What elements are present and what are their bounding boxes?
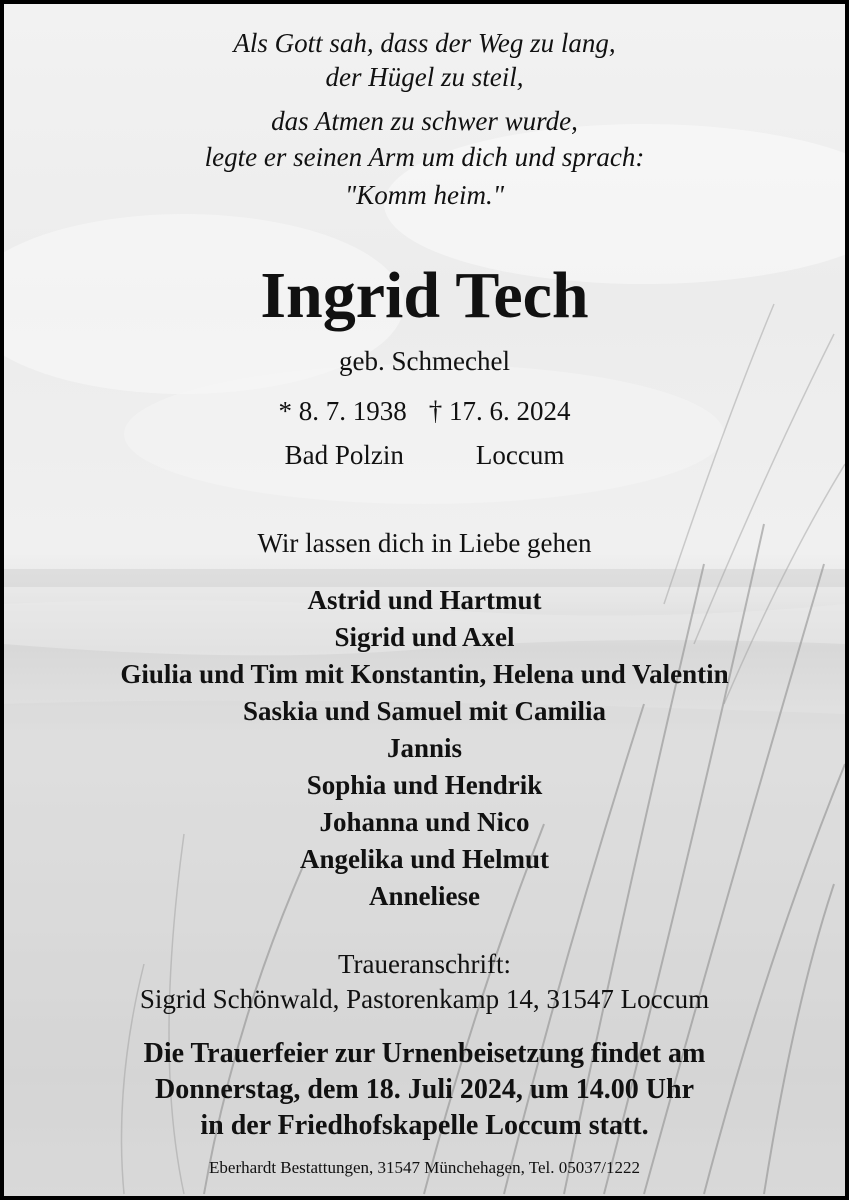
- ceremony-line: Donnerstag, dem 18. Juli 2024, um 14.00 Uhr: [154, 1074, 694, 1105]
- mourner-name: Johanna und Nico: [319, 807, 530, 837]
- life-places: [4, 440, 845, 471]
- mourner-name: Anneliese: [369, 881, 480, 911]
- ceremony-line: Die Trauerfeier zur Urnenbeisetzung findet am: [143, 1038, 706, 1069]
- mourner-name: Angelika und Helmut: [299, 844, 550, 874]
- poem-line: der Hügel zu steil,: [325, 62, 524, 92]
- undertaker-info: Eberhardt Bestattungen, 31547 Münchehagen, Tel. 05037/1222: [209, 1158, 640, 1177]
- mourner-name: Sophia und Hendrik: [306, 770, 543, 800]
- mourner-name: Giulia und Tim mit Konstantin, Helena und Valentin: [120, 659, 729, 689]
- death-place: Loccum: [475, 440, 565, 470]
- deceased-name: Ingrid Tech: [260, 259, 589, 332]
- poem-line: das Atmen zu schwer wurde,: [271, 106, 578, 136]
- poem-line: "Komm heim.": [344, 180, 505, 210]
- birth-name: geb. Schmechel: [339, 346, 510, 376]
- poem-line: legte er seinen Arm um dich und sprach:: [204, 142, 645, 172]
- birth-place: Bad Polzin: [284, 440, 404, 470]
- mourner-name: Sigrid und Axel: [334, 622, 515, 652]
- death-date: † 17. 6. 2024: [428, 396, 571, 426]
- farewell-text: Wir lassen dich in Liebe gehen: [257, 528, 592, 558]
- mourner-name: Saskia und Samuel mit Camilia: [242, 696, 607, 726]
- notice-content: [4, 4, 845, 1196]
- poem-line: Als Gott sah, dass der Weg zu lang,: [233, 28, 616, 58]
- mourner-name: Astrid und Hartmut: [307, 585, 542, 615]
- life-dates: [4, 396, 845, 427]
- mourner-name: Jannis: [386, 733, 463, 763]
- ceremony-line: in der Friedhofskapelle Loccum statt.: [200, 1110, 649, 1141]
- address-label: Traueranschrift:: [338, 949, 511, 979]
- address-value: Sigrid Schönwald, Pastorenkamp 14, 31547 Loccum: [139, 984, 710, 1014]
- birth-date: * 8. 7. 1938: [278, 396, 407, 426]
